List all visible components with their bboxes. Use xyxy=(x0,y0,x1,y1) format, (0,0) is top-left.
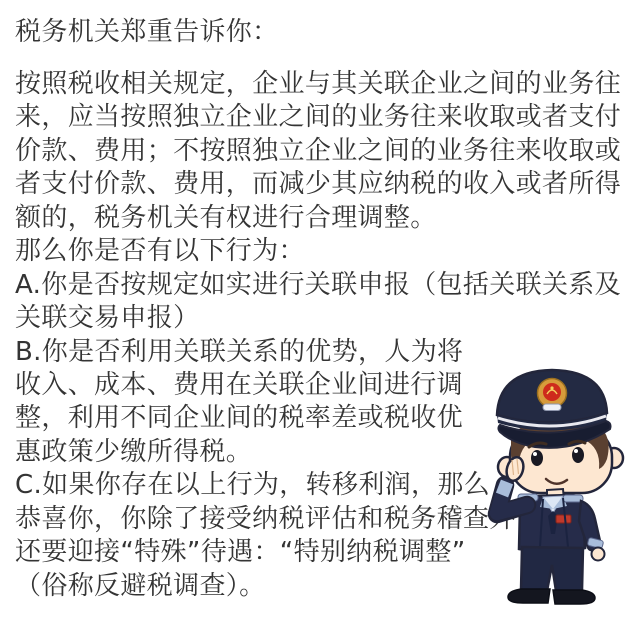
text-line-item-b: B.你是否利用关联关系的优势，人为将 xyxy=(15,336,464,367)
notice-title: 税务机关郑重告诉你： xyxy=(15,17,279,47)
text-line: 价款、费用；不按照独立企业之间的业务往来收取或 xyxy=(15,135,622,166)
text-line-item-c: C.如果你存在以上行为，转移利润，那么 xyxy=(15,470,491,501)
officer-pants xyxy=(521,547,583,591)
text-line-item-a: A.你是否按规定如实进行关联申报（包括关联关系及 xyxy=(15,269,621,300)
officer-chest-badge xyxy=(556,515,571,523)
text-line: 收入、成本、费用在关联企业间进行调 xyxy=(15,369,463,400)
text-line: 按照税收相关规定，企业与其关联企业之间的业务往 xyxy=(15,69,622,99)
tax-officer-illustration xyxy=(455,355,640,613)
text-line: 来，应当按照独立企业之间的业务往来收取或者支付 xyxy=(15,102,622,133)
officer-shoes xyxy=(508,589,595,604)
text-line: 那么你是否有以下行为： xyxy=(15,236,305,267)
text-line: 额的，税务机关有权进行合理调整。 xyxy=(15,202,437,233)
text-line: 关联交易申报） xyxy=(15,303,200,334)
text-line: 惠政策少缴所得税。 xyxy=(15,436,253,467)
text-line: 整，利用不同企业间的税率差或税收优 xyxy=(15,403,463,434)
text-line: 恭喜你，你除了接受纳税评估和税务稽查外 xyxy=(15,503,516,534)
officer-cap xyxy=(497,370,611,448)
text-line: 者支付价款、费用，而减少其应纳税的收入或者所得 xyxy=(15,169,622,200)
text-line: （俗称反避税调查）。 xyxy=(15,570,266,601)
text-line: 还要迎接“特殊”待遇：“特别纳税调整” xyxy=(15,537,466,568)
